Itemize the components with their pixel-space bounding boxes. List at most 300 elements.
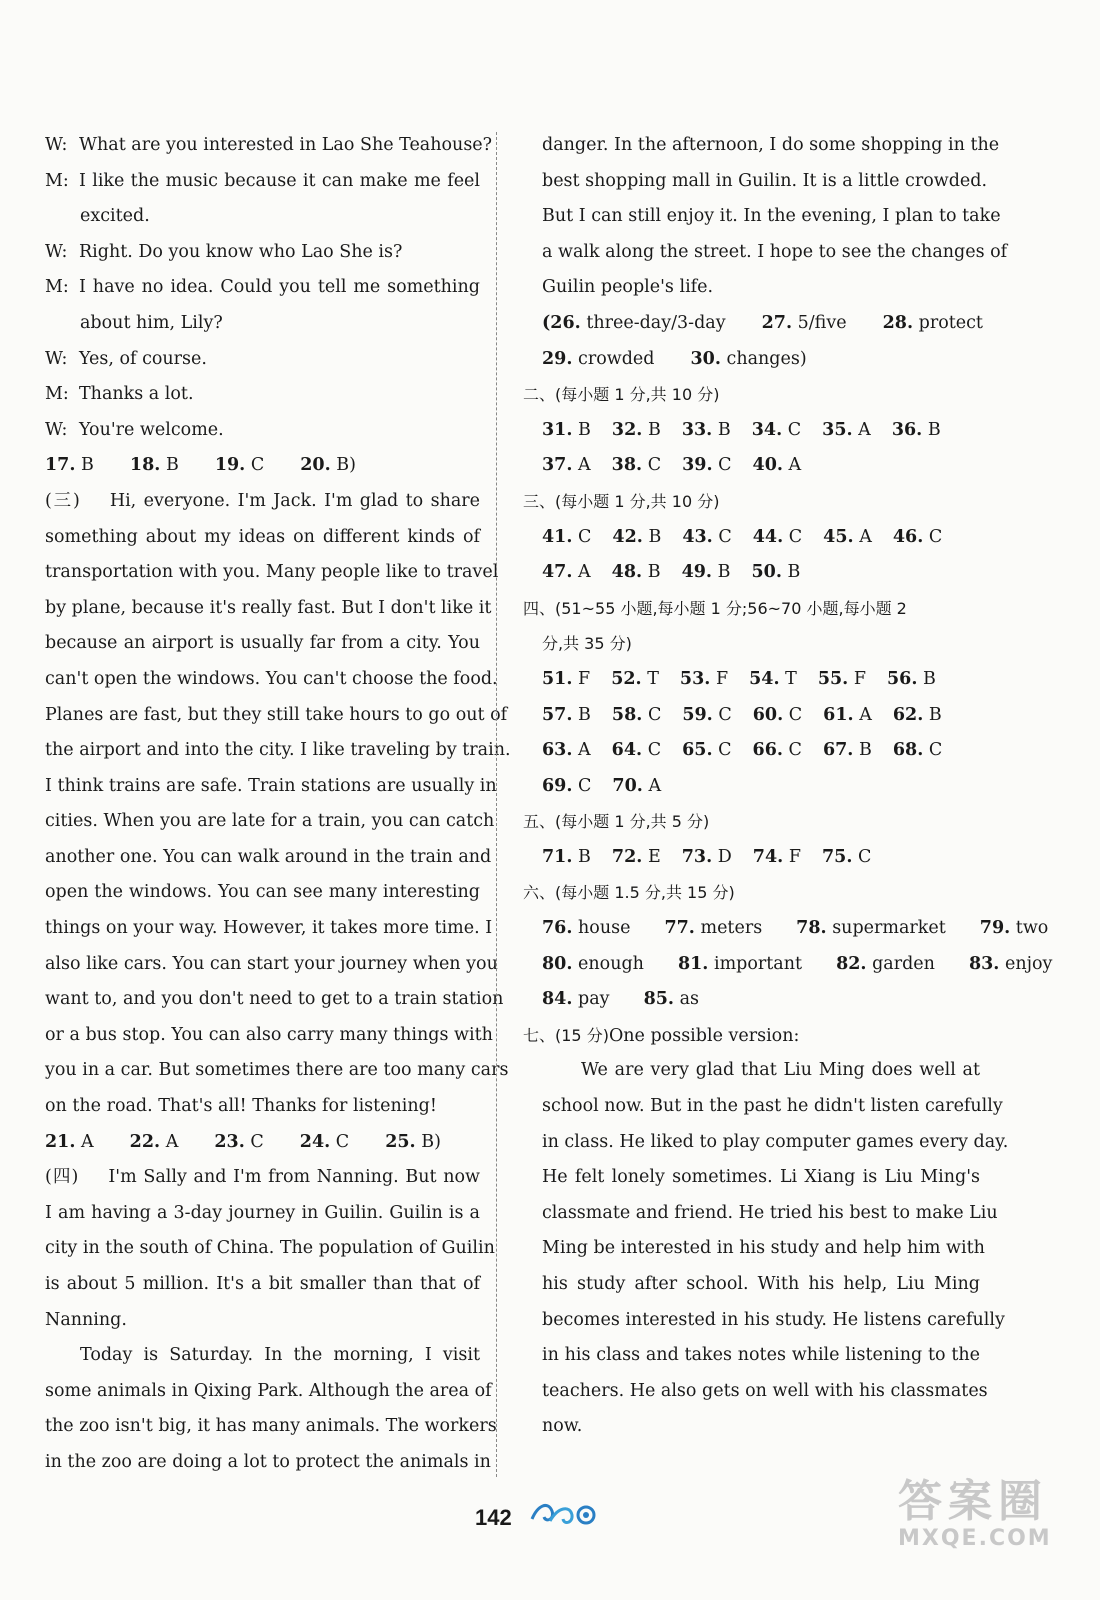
- answer-value: C: [718, 526, 732, 547]
- passage-line: [45, 769, 497, 805]
- answer-value: C: [647, 740, 662, 761]
- question-number: 75.: [821, 846, 853, 867]
- question-number: 33.: [681, 419, 713, 440]
- answer-line: [523, 555, 980, 591]
- question-number: 52.: [611, 668, 642, 689]
- answer-line: [523, 769, 980, 805]
- passage-line: [45, 1374, 492, 1410]
- essay-line: He felt lonely sometimes. Li Xiang is Liu Ming's: [542, 1167, 980, 1188]
- passage-text: city in the south of China. The population of Guilin: [45, 1238, 495, 1259]
- answer-item: [612, 413, 679, 449]
- question-number: 39.: [682, 455, 713, 476]
- answer-line: [523, 662, 980, 698]
- answer-item: [542, 313, 744, 333]
- answer-item: [690, 349, 824, 369]
- answer-value: A: [578, 562, 591, 583]
- question-number: 68.: [892, 740, 924, 761]
- question-number: 30.: [690, 348, 721, 369]
- answer-value: B: [717, 419, 731, 440]
- passage-line: [45, 520, 480, 556]
- answer-line: [45, 448, 480, 484]
- question-number: 71.: [542, 846, 573, 867]
- answer-value: B): [336, 455, 356, 476]
- answer-value: C: [858, 846, 872, 867]
- essay-line: We are very glad that Liu Ming does well at: [581, 1060, 980, 1081]
- answer-value: B: [928, 704, 942, 725]
- answer-value: B: [717, 562, 731, 583]
- answer-value: B: [647, 419, 661, 440]
- answer-value: C: [578, 775, 592, 796]
- passage-text: want to, and you don't need to get to a train station: [45, 989, 504, 1010]
- answer-value: A: [578, 455, 591, 476]
- question-number: 56.: [887, 668, 918, 689]
- question-number: 45.: [823, 526, 854, 547]
- answer-line: [523, 840, 980, 876]
- answer-item: [542, 733, 609, 769]
- answer-item: [542, 349, 672, 369]
- answer-value: A: [81, 1131, 94, 1152]
- answer-item: [753, 520, 820, 556]
- answer-item: [612, 520, 679, 556]
- passage-line: [45, 1338, 480, 1374]
- question-number: (26.: [542, 312, 581, 333]
- speaker-label: W:: [45, 135, 68, 155]
- question-number: 36.: [891, 419, 923, 440]
- answer-item: [542, 947, 662, 983]
- answer-value: B: [647, 562, 661, 583]
- question-number: 74.: [752, 846, 784, 867]
- question-number: 80.: [542, 953, 573, 974]
- dialogue-line: [45, 306, 480, 342]
- dialogue-text: I like the music because it can make me feel: [79, 170, 480, 191]
- passage-line: [45, 840, 492, 876]
- section-heading: 六、(每小题 1.5 分,共 15 分): [523, 883, 735, 903]
- question-number: 83.: [968, 953, 1000, 974]
- answer-value: B: [578, 704, 591, 725]
- answer-value: C: [787, 419, 802, 440]
- question-number: 49.: [681, 562, 713, 583]
- question-number: 82.: [836, 953, 867, 974]
- passage-text: also like cars. You can start your journey when you: [45, 953, 498, 974]
- answer-line: [523, 698, 980, 734]
- question-number: 62.: [892, 704, 924, 725]
- answer-line: [523, 947, 1053, 983]
- answer-value: F: [853, 668, 866, 689]
- section-text: One possible version:: [608, 1025, 800, 1046]
- question-number: 46.: [892, 526, 924, 547]
- answer-value: A: [578, 740, 591, 761]
- speaker-label: M:: [45, 170, 69, 191]
- question-number: 22.: [129, 1131, 161, 1152]
- answer-value: changes): [726, 348, 807, 369]
- question-number: 85.: [643, 989, 675, 1010]
- answer-value: three-day/3-day: [586, 312, 726, 333]
- answer-item: [682, 733, 749, 769]
- passage-text: cities. When you are late for a train, you can catch: [45, 811, 495, 832]
- passage-text: you in a car. But sometimes there are too many cars: [45, 1060, 509, 1081]
- answer-value: E: [647, 846, 661, 867]
- passage-line: [45, 947, 498, 983]
- question-number: 55.: [817, 668, 849, 689]
- section-heading-cont: 分,共 35 分): [542, 634, 632, 654]
- answer-item: [883, 313, 1001, 333]
- question-number: 84.: [542, 989, 573, 1010]
- dialogue-line: [45, 270, 480, 306]
- question-number: 24.: [299, 1131, 331, 1152]
- answer-value: A: [648, 775, 662, 796]
- answer-item: [682, 698, 749, 734]
- passage-text: Hi, everyone. I'm Jack. I'm glad to share: [109, 490, 480, 511]
- answer-item: [893, 733, 960, 769]
- passage-text: Planes are fast, but they still take hours to go out of: [45, 704, 508, 725]
- answer-item: [45, 455, 112, 475]
- answer-item: [678, 947, 820, 983]
- answer-item: [644, 982, 717, 1018]
- answer-value: protect: [918, 312, 983, 333]
- answer-item: [822, 840, 889, 876]
- passage-line: [45, 662, 498, 698]
- answer-value: C: [250, 455, 265, 476]
- answer-value: crowded: [578, 348, 655, 369]
- answer-value: B: [648, 526, 662, 547]
- answer-item: [542, 555, 609, 591]
- answer-item: [300, 455, 374, 475]
- essay-line: his study after school. With his help, Liu Ming: [542, 1274, 980, 1294]
- answer-value: T: [647, 668, 659, 689]
- passage-line: [45, 1445, 491, 1481]
- answer-item: [753, 840, 819, 876]
- answer-item: [818, 662, 884, 698]
- answer-item: [682, 840, 750, 876]
- answer-item: [300, 1132, 367, 1152]
- watermark: [898, 1478, 1052, 1551]
- answer-item: [542, 698, 609, 734]
- essay-line: becomes interested in his study. He listens carefully: [542, 1309, 1005, 1330]
- answer-value: A: [859, 526, 872, 547]
- answer-item: [752, 413, 819, 449]
- question-number: 70.: [612, 775, 643, 796]
- answer-line: [523, 342, 980, 378]
- passage-line: danger. In the afternoon, I do some shopping in the: [542, 135, 1000, 155]
- question-number: 54.: [749, 668, 780, 689]
- dialogue-text: excited.: [80, 206, 150, 227]
- answer-line: [45, 1125, 480, 1161]
- question-number: 76.: [542, 918, 573, 939]
- answer-item: [892, 413, 959, 449]
- answer-value: meters: [700, 918, 763, 939]
- passage-line: [45, 1089, 480, 1125]
- passage-line: [45, 1231, 495, 1267]
- question-number: 72.: [611, 846, 643, 867]
- passage-line: [45, 1053, 509, 1089]
- question-number: 23.: [214, 1131, 245, 1152]
- watermark-logo: 答案圈: [898, 1476, 1048, 1527]
- passage-line: [45, 626, 480, 662]
- passage-text: something about my ideas on different kinds of: [45, 526, 480, 547]
- answer-item: [836, 947, 953, 983]
- passage-line: best shopping mall in Guilin. It is a little crowded.: [542, 170, 988, 191]
- question-number: 69.: [542, 775, 573, 796]
- answer-value: C: [788, 526, 803, 547]
- answer-value: two: [1015, 918, 1049, 939]
- question-number: 29.: [542, 348, 573, 369]
- answer-item: [612, 733, 679, 769]
- question-number: 28.: [882, 312, 914, 333]
- dialogue-text: Thanks a lot.: [79, 384, 194, 405]
- passage-text: Nanning.: [45, 1309, 127, 1330]
- answer-item: [682, 448, 749, 484]
- passage-line: [45, 982, 504, 1018]
- passage-line: [45, 1267, 480, 1303]
- dialogue-text: What are you interested in Lao She Teahouse?: [79, 135, 493, 155]
- answer-item: [980, 911, 1067, 947]
- question-number: 20.: [300, 455, 331, 476]
- answer-item: [542, 662, 608, 698]
- speaker-label: M:: [45, 384, 69, 405]
- answer-item: [130, 455, 197, 475]
- question-number: 18.: [129, 455, 161, 476]
- question-number: 79.: [979, 918, 1011, 939]
- question-number: 37.: [542, 455, 573, 476]
- passage-line: But I can still enjoy it. In the evening, I plan to take: [542, 206, 1001, 227]
- answer-item: [762, 313, 865, 333]
- answer-item: [823, 520, 890, 556]
- answer-value: C: [578, 526, 592, 547]
- answer-value: C: [718, 740, 732, 761]
- answer-item: [611, 662, 677, 698]
- answer-item: [612, 448, 679, 484]
- question-number: 77.: [664, 918, 695, 939]
- dialogue-line: [45, 413, 480, 449]
- answer-item: [823, 698, 890, 734]
- passage-text: things on your way. However, it takes more time. I: [45, 918, 493, 939]
- dialogue-text: You're welcome.: [79, 419, 224, 440]
- answer-item: [893, 698, 960, 734]
- answer-value: C: [718, 455, 732, 476]
- passage-line: [45, 733, 511, 769]
- speaker-label: W:: [45, 241, 68, 262]
- passage-text: I am having a 3-day journey in Guilin. Guilin is a: [45, 1202, 480, 1223]
- answer-item: [542, 911, 648, 947]
- answer-value: B: [165, 455, 179, 476]
- answer-item: [822, 413, 889, 449]
- passage-text: the zoo isn't big, it has many animals. The workers: [45, 1416, 497, 1437]
- answer-item: [969, 947, 1071, 983]
- answer-line: [523, 733, 980, 769]
- passage-text: can't open the windows. You can't choose the food.: [45, 668, 498, 689]
- passage-line: [45, 698, 508, 734]
- question-number: 81.: [677, 953, 709, 974]
- answer-item: [749, 662, 815, 698]
- passage-line: [45, 911, 493, 947]
- question-number: 27.: [761, 312, 793, 333]
- passage-text: I think trains are safe. Train stations are usually in: [45, 775, 497, 796]
- question-number: 73.: [681, 846, 713, 867]
- answer-item: [215, 455, 282, 475]
- answer-value: pay: [578, 989, 610, 1010]
- answer-item: [823, 733, 890, 769]
- passage-line: [45, 804, 495, 840]
- passage-text: on the road. That's all! Thanks for listening!: [45, 1096, 437, 1117]
- question-number: 51.: [542, 668, 573, 689]
- column-divider: [496, 132, 497, 1477]
- answer-item: [542, 840, 609, 876]
- right-column: [523, 128, 1053, 1445]
- question-number: 17.: [45, 455, 76, 476]
- question-number: 19.: [214, 455, 246, 476]
- passage-line: [45, 875, 480, 911]
- section-heading: 四、(51~55 小题,每小题 1 分;56~70 小题,每小题 2: [523, 598, 907, 618]
- answer-value: C: [928, 740, 943, 761]
- passage-line: [45, 1303, 480, 1339]
- passage-text: or a bus stop. You can also carry many things with: [45, 1024, 493, 1045]
- question-number: 31.: [542, 419, 573, 440]
- passage-text: some animals in Qixing Park. Although the area of: [45, 1380, 492, 1401]
- question-number: 57.: [542, 704, 573, 725]
- answer-value: C: [718, 704, 732, 725]
- passage-text: because an airport is usually far from a city. You: [45, 633, 480, 654]
- passage-line: [45, 591, 492, 627]
- answer-item: [45, 1132, 112, 1152]
- answer-item: [751, 555, 818, 591]
- watermark-url: MXQE.COM: [898, 1526, 1052, 1551]
- passage-line: [45, 1196, 480, 1232]
- passage-line: [45, 555, 499, 591]
- answer-value: enjoy: [1004, 953, 1053, 974]
- passage-text: the airport and into the city. I like traveling by train.: [45, 740, 511, 761]
- answer-value: C: [647, 455, 662, 476]
- answer-value: garden: [872, 953, 935, 974]
- question-number: 66.: [752, 740, 783, 761]
- question-number: 60.: [752, 704, 784, 725]
- passage-text: transportation with you. Many people like to travel: [45, 562, 499, 583]
- answer-item: [214, 1132, 281, 1152]
- answer-value: house: [578, 918, 631, 939]
- passage-text: in the zoo are doing a lot to protect the animals in: [45, 1451, 491, 1472]
- answer-item: [612, 555, 679, 591]
- essay-line: classmate and friend. He tried his best to make Liu: [542, 1202, 998, 1223]
- passage-line: Guilin people's life.: [542, 277, 714, 298]
- answer-value: B: [923, 668, 936, 689]
- section-heading: 二、(每小题 1 分,共 10 分): [523, 385, 720, 405]
- answer-value: as: [679, 989, 700, 1010]
- answer-line: [523, 911, 1049, 947]
- question-number: 59.: [682, 704, 713, 725]
- dialogue-line: [45, 235, 480, 271]
- passage-text: another one. You can walk around in the train and: [45, 846, 492, 867]
- question-number: 58.: [611, 704, 643, 725]
- answer-value: 5/five: [797, 312, 847, 333]
- answer-item: [612, 769, 679, 805]
- essay-line: school now. But in the past he didn't listen carefully: [542, 1096, 1003, 1117]
- answer-value: supermarket: [832, 918, 946, 939]
- answer-value: C: [788, 740, 802, 761]
- passage-text: I'm Sally and I'm from Nanning. But now: [108, 1167, 481, 1188]
- left-column: [45, 128, 511, 1481]
- answer-item: [542, 520, 609, 556]
- essay-line: in his class and takes notes while listening to the: [542, 1345, 980, 1366]
- dialogue-text: I have no idea. Could you tell me something: [79, 277, 480, 298]
- question-number: 64.: [611, 740, 643, 761]
- passage-line: [45, 1409, 497, 1445]
- essay-line: now.: [542, 1416, 583, 1437]
- answer-value: A: [859, 704, 872, 725]
- answer-item: [796, 911, 964, 947]
- passage-text: open the windows. You can see many interesting: [45, 882, 480, 903]
- answer-value: B): [421, 1131, 441, 1152]
- wave-ornament-icon: [528, 1497, 600, 1529]
- section-heading: 五、(每小题 1 分,共 5 分): [523, 812, 710, 832]
- passage-text: by plane, because it's really fast. But I don't like it: [45, 597, 492, 618]
- answer-line: [523, 306, 983, 342]
- answer-item: [542, 448, 609, 484]
- essay-line: teachers. He also gets on well with his classmates: [542, 1380, 988, 1401]
- question-number: 40.: [752, 455, 783, 476]
- answer-item: [893, 520, 960, 556]
- answer-item: [542, 982, 628, 1018]
- passage-label: (三): [45, 490, 80, 511]
- answer-value: C: [788, 704, 803, 725]
- answer-item: [542, 769, 609, 805]
- answer-item: [682, 520, 749, 556]
- question-number: 61.: [823, 704, 854, 725]
- question-number: 43.: [682, 526, 713, 547]
- answer-item: [612, 840, 679, 876]
- question-number: 38.: [611, 455, 643, 476]
- question-number: 78.: [796, 918, 827, 939]
- page-number: 142: [475, 1505, 512, 1530]
- answer-value: A: [858, 419, 871, 440]
- dialogue-line: [45, 377, 480, 413]
- speaker-label: W:: [45, 419, 68, 440]
- answer-item: [682, 413, 749, 449]
- dialogue-text: about him, Lily?: [80, 312, 223, 333]
- dialogue-line: [45, 342, 480, 378]
- answer-line: [523, 448, 980, 484]
- dialogue-line: [45, 128, 493, 164]
- passage-text: is about 5 million. It's a bit smaller than that of: [45, 1274, 480, 1294]
- section-heading: [523, 1018, 980, 1054]
- question-number: 50.: [751, 562, 782, 583]
- answer-item: [753, 733, 820, 769]
- question-number: 35.: [822, 419, 853, 440]
- passage-line: [45, 1160, 480, 1196]
- question-number: 21.: [45, 1131, 76, 1152]
- dialogue-line: [45, 164, 480, 200]
- question-number: 32.: [611, 419, 643, 440]
- answer-value: C: [250, 1131, 264, 1152]
- answer-value: C: [647, 704, 662, 725]
- passage-line: [45, 484, 480, 520]
- answer-line: [523, 413, 980, 449]
- speaker-label: W:: [45, 348, 68, 369]
- passage-text: Today is Saturday. In the morning, I visit: [80, 1345, 480, 1366]
- answer-item: [680, 662, 746, 698]
- answer-value: B: [927, 419, 941, 440]
- passage-label: (四): [45, 1167, 79, 1188]
- answer-value: enough: [578, 953, 644, 974]
- question-number: 25.: [385, 1131, 416, 1152]
- answer-value: F: [788, 846, 801, 867]
- speaker-label: M:: [45, 277, 69, 298]
- answer-item: [682, 555, 749, 591]
- answer-value: C: [928, 526, 943, 547]
- question-number: 53.: [679, 668, 711, 689]
- answer-value: important: [713, 953, 803, 974]
- dialogue-text: Yes, of course.: [79, 348, 207, 369]
- answer-value: T: [785, 668, 797, 689]
- answer-value: A: [165, 1131, 179, 1152]
